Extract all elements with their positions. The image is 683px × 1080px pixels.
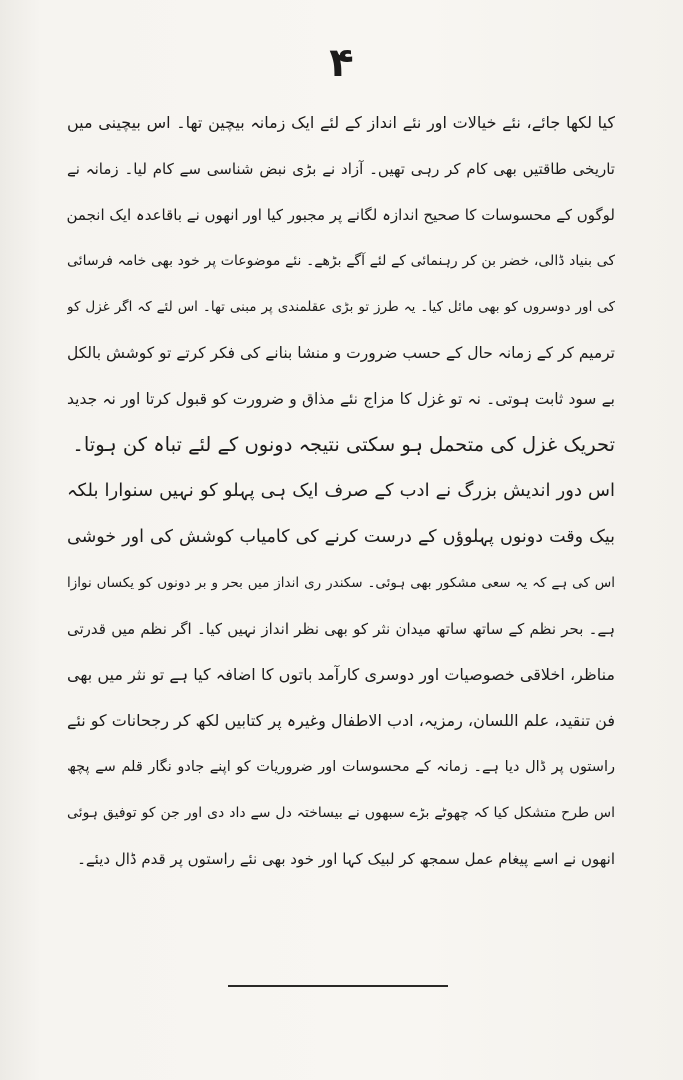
text-line: بے سود ثابت ہوتی۔ نہ تو غزل کا مزاج نئے مذاق و ضرورت کو قبول کرتا اور نہ جدید (67, 390, 615, 408)
text-line: اس کی ہے کہ یہ سعی مشکور بھی ہوئی۔ سکندر ری انداز میں بحر و بر دونوں کو یکساں نوازا (67, 575, 615, 591)
text-line: بیک وقت دونوں پہلوؤں کے درست کرنے کی کامیاب کوشش کی اور خوشی (67, 527, 615, 547)
page-number: ۴ (329, 40, 354, 86)
text-line: کی بنیاد ڈالی، خضر بن کر رہنمائی کے لئے آگے بڑھے۔ نئے موضوعات پر خود بھی خامہ فرسائی (67, 253, 615, 269)
paragraph-2 (67, 468, 615, 882)
text-line: تحریک غزل کی متحمل ہو سکتی نتیجہ دونوں کے لئے تباہ کن ہوتا۔ (72, 433, 615, 456)
text-line: راستوں پر ڈال دیا ہے۔ زمانہ کے محسوسات اور ضروریات کو اپنے جادو نگار قلم سے پچھ (67, 759, 615, 775)
text-line: کیا لکھا جائے، نئے خیالات اور نئے انداز کے لئے ایک زمانہ بیچین تھا۔ اس بیچینی میں (67, 113, 615, 132)
text-line: لوگوں کے محسوسات کا صحیح اندازہ لگانے پر مجبور کیا اور انھوں نے باقاعدہ ایک انجمن (67, 206, 615, 224)
text-line: ترمیم کر کے زمانہ حال کے حسب ضرورت و منشا بنانے کی فکر کرتے تو کوشش بالکل (67, 344, 615, 362)
paragraph-1 (67, 100, 615, 468)
page-body (67, 100, 615, 882)
text-line: اس طرح متشکل کیا کہ چھوٹے بڑے سبھوں نے بیساختہ دل سے داد دی اور جن کو توفیق ہوئی (67, 805, 615, 821)
text-line: اس دور اندیش بزرگ نے ادب کے صرف ایک ہی پہلو کو نہیں سنوارا بلکہ (67, 480, 615, 501)
text-line: انھوں نے اسے پیغام عمل سمجھ کر لبیک کہا اور خود بھی نئے راستوں پر قدم ڈال دیئے۔ (77, 850, 615, 868)
text-line: ہے۔ بحر نظم کے ساتھ ساتھ میدان نثر کو بھی نظر انداز نہیں کیا۔ اگر نظم میں قدرتی (67, 620, 615, 638)
text-line: مناظر، اخلاقی خصوصیات اور دوسری کارآمد باتوں کا اضافہ کیا ہے تو نثر میں بھی (67, 665, 615, 684)
end-rule (228, 985, 448, 987)
text-line: فن تنقید، علم اللسان، رمزیہ، ادب الاطفال وغیرہ پر کتابیں لکھ کر رجحانات کو نئے (67, 711, 615, 730)
text-line: تاریخی طاقتیں بھی کام کر رہی تھیں۔ آزاد نے بڑی نبض شناسی سے کام لیا۔ زمانہ نے (67, 160, 615, 178)
text-line: کی اور دوسروں کو بھی مائل کیا۔ یہ طرز تو بڑی عقلمندی پر مبنی تھا۔ اس لئے کہ اگر غزل کو (67, 299, 615, 315)
